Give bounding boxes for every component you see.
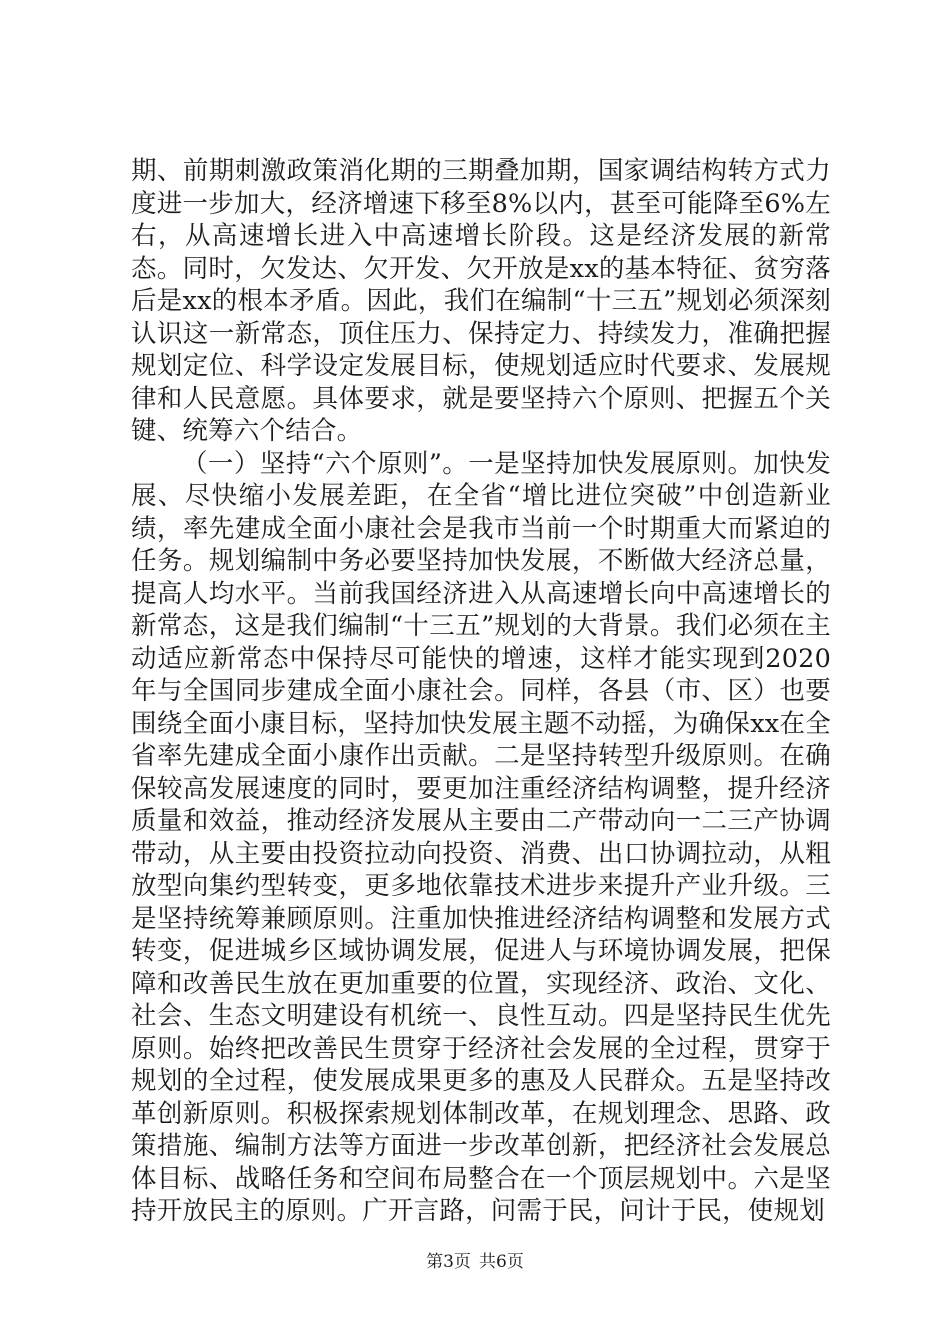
page-total: 共6页 [479,1252,524,1272]
document-body [131,155,831,1228]
page-number: 第3页 [426,1252,471,1272]
paragraph: （一）坚持“六个原则”。一是坚持加快发展原则。加快发展、尽快缩小发展差距，在全省“增比进位突破”中创造新业绩，率先建成全面小康社会是我市当前一个时期重大而紧迫的任务。规划编制中务必要坚持加快发展，不断做大经济总量，提高人均水平。当前我国经济进入从高速增长向中高速增长的新常态，这是我们编制“十三五”规划的大背景。我们必须在主动适应新常态中保持尽可能快的增速，这样才能实现到2020年与全国同步建成全面小康社会。同样，各县（市、区）也要围绕全面小康目标，坚持加快发展主题不动摇，为确保xx在全省率先建成全面小康作出贡献。二是坚持转型升级原则。在确保较高发展速度的同时，要更加注重经济结构调整，提升经济质量和效益，推动经济发展从主要由二产带动向一二三产协调带动，从主要由投资拉动向投资、消费、出口协调拉动，从粗放型向集约型转变，更多地依靠技术进步来提升产业升级。三是坚持统筹兼顾原则。注重加快推进经济结构调整和发展方式转变，促进城乡区域协调发展，促进人与环境协调发展，把保障和改善民生放在更加重要的位置，实现经济、政治、文化、社会、生态文明建设有机统一、良性互动。四是坚持民生优先原则。始终把改善民生贯穿于经济社会发展的全过程，贯穿于规划的全过程，使发展成果更多的惠及人民群众。五是坚持改革创新原则。积极探索规划体制改革，在规划理念、思路、政策措施、编制方法等方面进一步改革创新，把经济社会发展总体目标、战略任务和空间布局整合在一个顶层规划中。六是坚持开放民主的原则。广开言路，问需于民，问计于民，使规划 [131,448,831,1226]
page-footer [0,1247,950,1272]
paragraph: 期、前期刺激政策消化期的三期叠加期，国家调结构转方式力度进一步加大，经济增速下移至8%以内，甚至可能降至6%左右，从高速增长进入中高速增长阶段。这是经济发展的新常态。同时，欠发达、欠开发、欠开放是xx的基本特征、贫穷落后是xx的根本矛盾。因此，我们在编制“十三五”规划必须深刻认识这一新常态，顶住压力、保持定力、持续发力，准确把握规划定位、科学设定发展目标，使规划适应时代要求、发展规律和人民意愿。具体要求，就是要坚持六个原则、把握五个关键、统筹六个结合。 [131,156,831,446]
